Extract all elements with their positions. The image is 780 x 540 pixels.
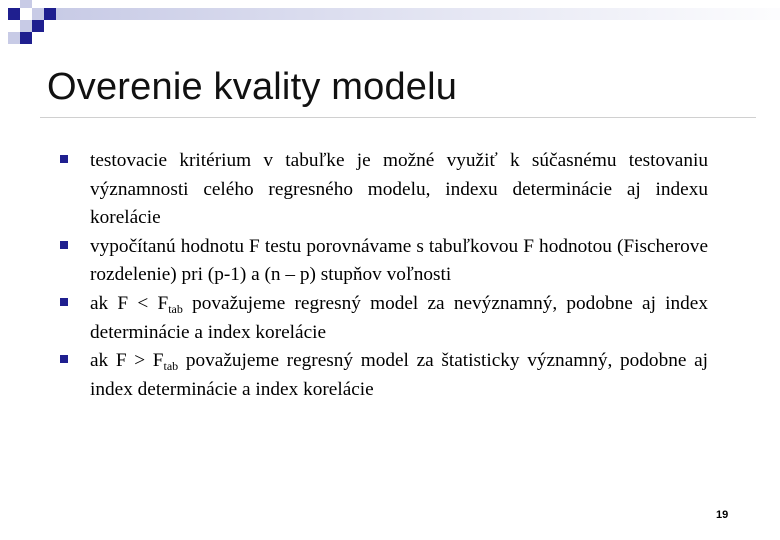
bullet-text-after: považujeme regresný model za nevýznamný, podobne aj index determinácie a index korelácie [90, 292, 708, 343]
bullet-text: testovacie kritérium v tabuľke je možné využiť k súčasnému testovaniu významnosti celého regresného modelu, indexu determinácie aj indexu korelácie [90, 150, 708, 229]
decorative-checker-band [0, 0, 780, 50]
bullet-item [60, 347, 708, 404]
bullet-list [60, 147, 708, 404]
square-bullet-icon [60, 298, 68, 306]
bullet-item [60, 233, 708, 290]
bullet-text-before: ak F > F [90, 350, 164, 372]
bullet-item [60, 290, 708, 347]
title-divider [40, 117, 756, 118]
bullet-item [60, 147, 708, 233]
subscript-tab: tab [168, 301, 183, 316]
bullet-text-after: považujeme regresný model za štatisticky významný, podobne aj index determinácie a index korelácie [90, 350, 708, 400]
square-bullet-icon [60, 241, 68, 249]
bullet-text: vypočítanú hodnotu F testu porovnávame s tabuľkovou F hodnotou (Fischerove rozdelenie) pri (p-1) a (n – p) stupňov voľnosti [90, 235, 708, 286]
square-bullet-icon [60, 155, 68, 163]
page-number: 19 [716, 509, 729, 521]
square-bullet-icon [60, 355, 68, 363]
bullet-text-before: ak F < F [90, 292, 169, 314]
subscript-tab: tab [163, 359, 179, 374]
slide-title: Overenie kvality modelu [47, 66, 458, 108]
